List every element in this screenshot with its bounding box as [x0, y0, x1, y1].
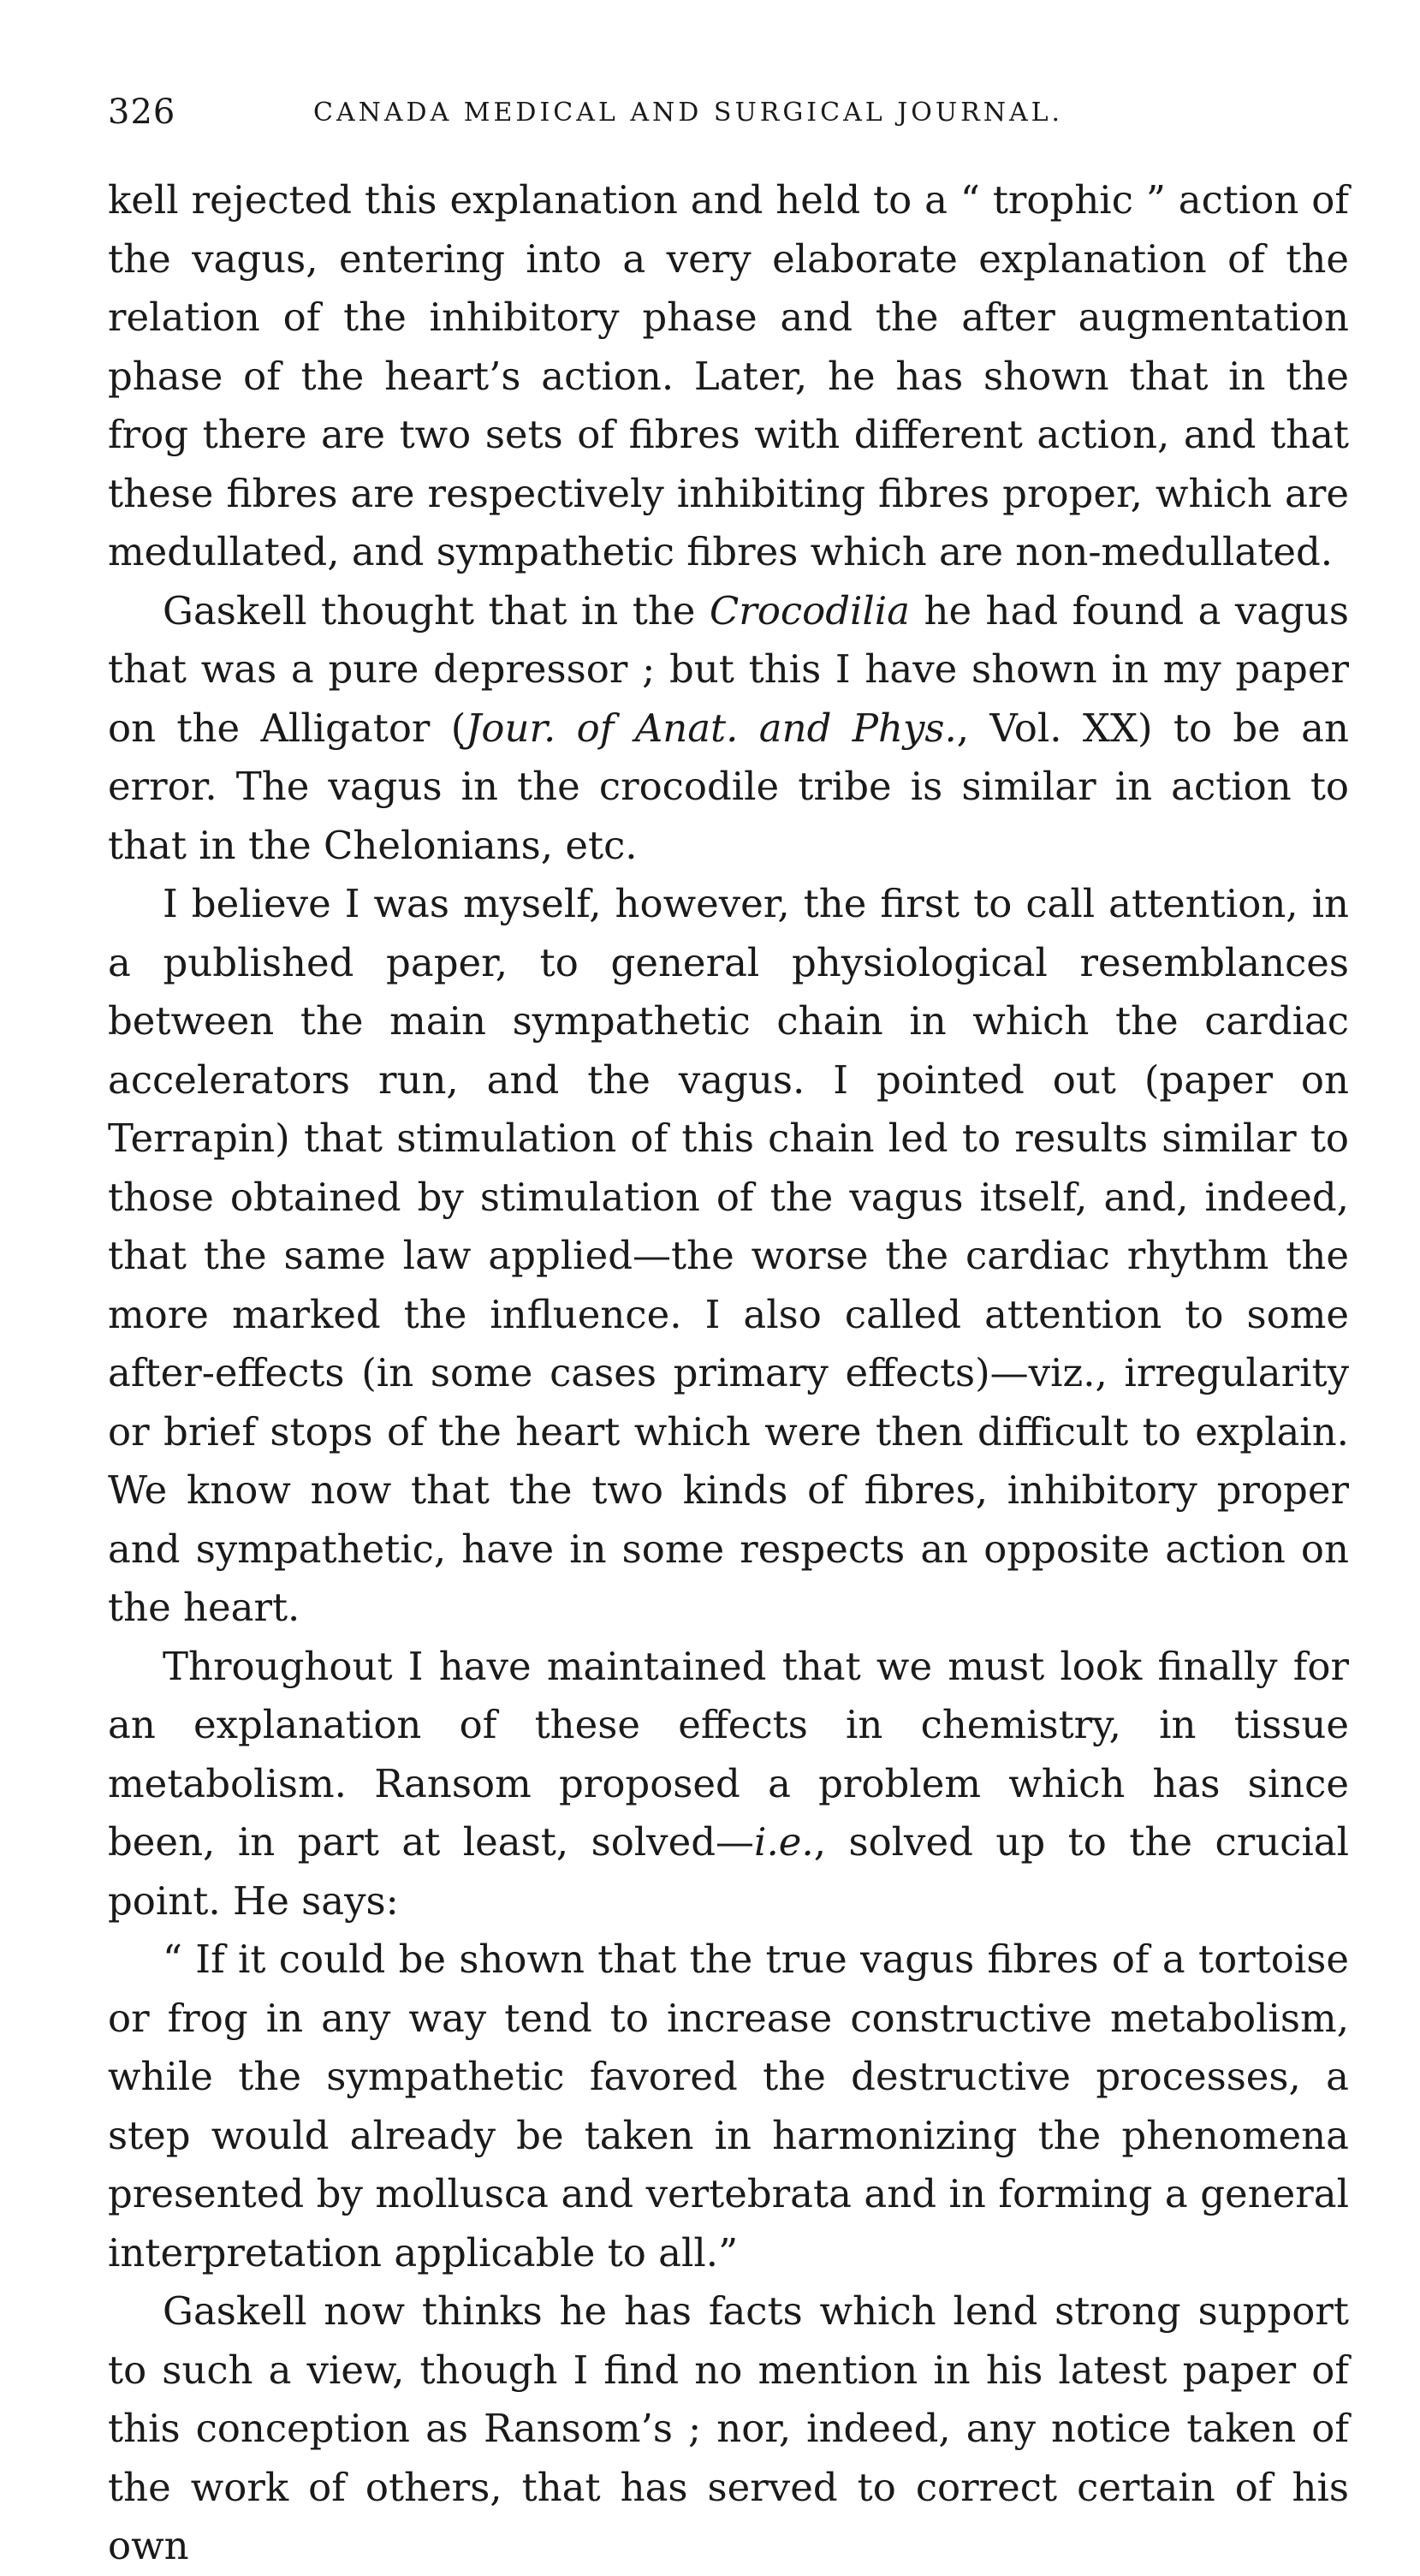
page-header — [108, 92, 1349, 144]
page-number: 326 — [108, 92, 176, 132]
paragraph-4 — [108, 1638, 1349, 1931]
paragraph-2-italic-journal: Jour. of Anat. and Phys. — [466, 705, 957, 751]
paragraph-4-part-1: Throughout I have maintained that we must look finally for an explanation of these effects in chemistry, in tissue metabolism. Ransom proposed a problem which has since been, in part at least, solved— — [108, 1643, 1349, 1865]
paragraph-2-italic-crocodilia: Crocodilia — [709, 587, 911, 634]
body-text — [108, 171, 1349, 2576]
paragraph-2 — [108, 582, 1349, 876]
paragraph-2-part-3: , Vol. XX) to be an error. The vagus in the crocodile tribe is similar in action to that in the Chelonians, etc. — [108, 705, 1349, 868]
paragraph-4-italic-ie: i.e. — [754, 1819, 814, 1865]
running-head: CANADA MEDICAL AND SURGICAL JOURNAL. — [313, 98, 1064, 128]
paragraph-4-part-2: , solved up to the crucial point. He says: — [108, 1819, 1349, 1924]
paragraph-2-part-1: Gaskell thought that in the — [163, 587, 710, 634]
block-quote: “ If it could be shown that the true vagus fibres of a tortoise or frog in any way tend to increase constructive metabolism, while the sympathetic favored the destructive processes, a step would already be taken in harmonizing the phenomena presented by mollusca and vertebrata and in forming a general interpretation applicable to all.” — [108, 1936, 1349, 2276]
paragraph-1: kell rejected this explanation and held to a “ trophic ” action of the vagus, entering into a very elaborate explanation of the relation of the inhibitory phase and the after augmentation phase of the heart’s action. Later, he has shown that in the frog there are two sets of fibres with different action, and that these fibres are respectively inhibiting fibres proper, which are medullated, and sympathetic fibres which are non-medullated. — [108, 177, 1349, 574]
paragraph-3: I believe I was myself, however, the first to call attention, in a published paper, to general physiological resemblances between the main sympathetic chain in which the cardiac accelerators run, and the vagus. I pointed out (paper on Terrapin) that stimulation of this chain led to results similar to those obtained by stimulation of the vagus itself, and, indeed, that the same law applied—the worse the cardiac rhythm the more marked the influence. I also called attention to some after-effects (in some cases primary effects)—viz., irregularity or brief stops of the heart which were then difficult to explain. We know now that the two kinds of fibres, inhibitory proper and sympathetic, have in some respects an opposite action on the heart. — [108, 881, 1349, 1630]
paragraph-2-part-2: he had found a vagus that was a pure depressor ; but this I have shown in my paper on the Alligator ( — [108, 587, 1349, 751]
paragraph-6: Gaskell now thinks he has facts which lend strong support to such a view, though I find no mention in his latest paper of this conception as Ransom’s ; nor, indeed, any notice taken of the work of others, that has served to correct certain of his own — [108, 2288, 1349, 2568]
